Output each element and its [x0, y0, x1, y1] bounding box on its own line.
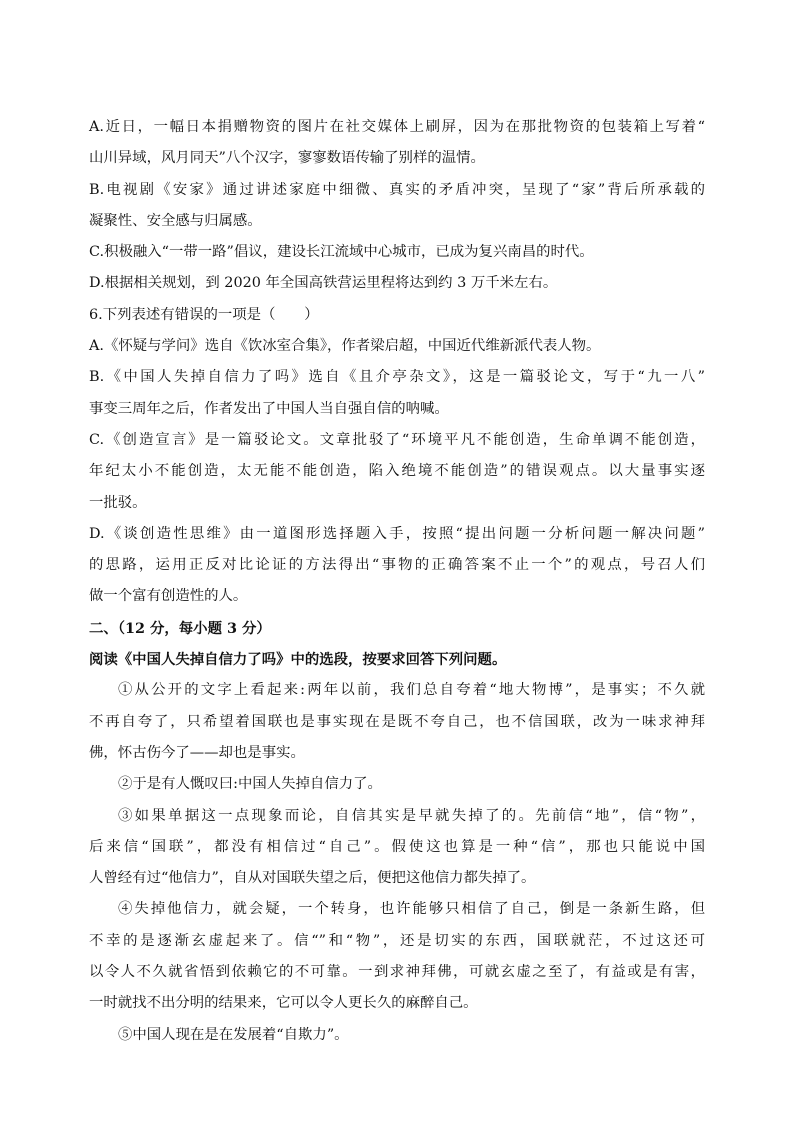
section-2-heading: 二、（12 分，每小题 3 分） [89, 619, 271, 637]
option-a-line-1: A.近日，一幅日本捐赠物资的图片在社交媒体上刷屏，因为在那批物资的包装箱上写着“ [89, 119, 705, 135]
passage-para-3-line-3: 人曾经有过“他信力”，自从对国联失望之后，便把这他信力都失掉了。 [89, 870, 536, 887]
q6-option-d-line-1: D.《谈创造性思维》由一道图形选择题入手，按照“提出问题一分析问题一解决问题” [89, 525, 705, 542]
q6-option-a: A.《怀疑与学问》选自《饮冰室合集》，作者梁启超，中国近代维新派代表人物。 [89, 338, 601, 355]
passage-para-5: ⑤中国人现在是在发展着“自欺力”。 [118, 1026, 349, 1043]
option-b-line-2: 凝聚性、安全感与归属感。 [89, 212, 262, 229]
passage-para-4-line-4: 一时就找不出分明的结果来，它可以令人更长久的麻醉自己。 [89, 995, 478, 1012]
passage-para-1-line-3: 佛，怀古伤今了——却也是事实。 [89, 744, 305, 761]
q6-option-c-line-1: C.《创造宣言》是一篇驳论文。文章批驳了“环境平凡不能创造，生命单调不能创造， [89, 431, 705, 448]
reading-instruction: 阅读《中国人失掉自信力了吗》中的选段，按要求回答下列问题。 [89, 651, 507, 669]
passage-para-1-line-1: ①从公开的文字上看起来:两年以前，我们总自夸着“地大物博”，是事实；不久就 [118, 682, 705, 699]
q6-option-c-line-2: 年纪太小不能创造，太无能不能创造，陷入绝境不能创造”的错误观点。以大量事实逐 [89, 463, 705, 480]
option-c-line: C.积极融入“一带一路”倡议，建设长江流域中心城市，已成为复兴南昌的时代。 [89, 244, 594, 261]
q6-option-b-line-1: B.《中国人失掉自信力了吗》选自《且介亭杂文》，这是一篇驳论文，写于“九一八” [89, 369, 705, 386]
option-d-line: D.根据相关规划，到 2020 年全国高铁营运里程将达到约 3 万千米左右。 [89, 275, 558, 292]
q6-option-d-line-2: 的思路，运用正反对比论证的方法得出“事物的正确答案不止一个”的观点，号召人们 [89, 557, 705, 574]
passage-para-2: ②于是有人慨叹曰:中国人失掉自信力了。 [118, 776, 382, 793]
option-a-line-2: 山川异域，风月同天”八个汉字，寥寥数语传输了别样的温情。 [89, 150, 485, 167]
passage-para-4-line-1: ④失掉他信力，就会疑，一个转身，也许能够只相信了自己，倒是一条新生路，但 [118, 901, 705, 918]
question-6-stem: 6.下列表述有错误的一项是（ ） [89, 306, 319, 323]
option-b-line-1: B.电视剧《安家》通过讲述家庭中细微、真实的矛盾冲突，呈现了“家”背后所承载的 [89, 181, 705, 198]
passage-para-4-line-3: 以令人不久就省悟到依赖它的不可靠。一到求神拜佛，可就玄虚之至了，有益或是有害， [89, 964, 705, 981]
passage-para-4-line-2: 不幸的是逐渐玄虚起来了。信“”和“物”，还是切实的东西，国联就茫，不过这还可 [89, 932, 705, 949]
q6-option-d-line-3: 做一个富有创造性的人。 [89, 588, 248, 605]
document-page [89, 112, 705, 1051]
passage-para-1-line-2: 不再自夸了，只希望着国联也是事实现在是既不夸自己，也不信国联，改为一味求神拜 [89, 713, 705, 730]
q6-option-c-line-3: 一批驳。 [89, 494, 147, 511]
passage-para-3-line-2: 后来信“国联”，都没有相信过“自己”。假使这也算是一种“信”，那也只能说中国 [89, 838, 705, 855]
passage-para-3-line-1: ③如果单据这一点现象而论，自信其实是早就失掉了的。先前信“地”，信“物”， [118, 807, 705, 824]
q6-option-b-line-2: 事变三周年之后，作者发出了中国人当自强自信的呐喊。 [89, 400, 449, 417]
